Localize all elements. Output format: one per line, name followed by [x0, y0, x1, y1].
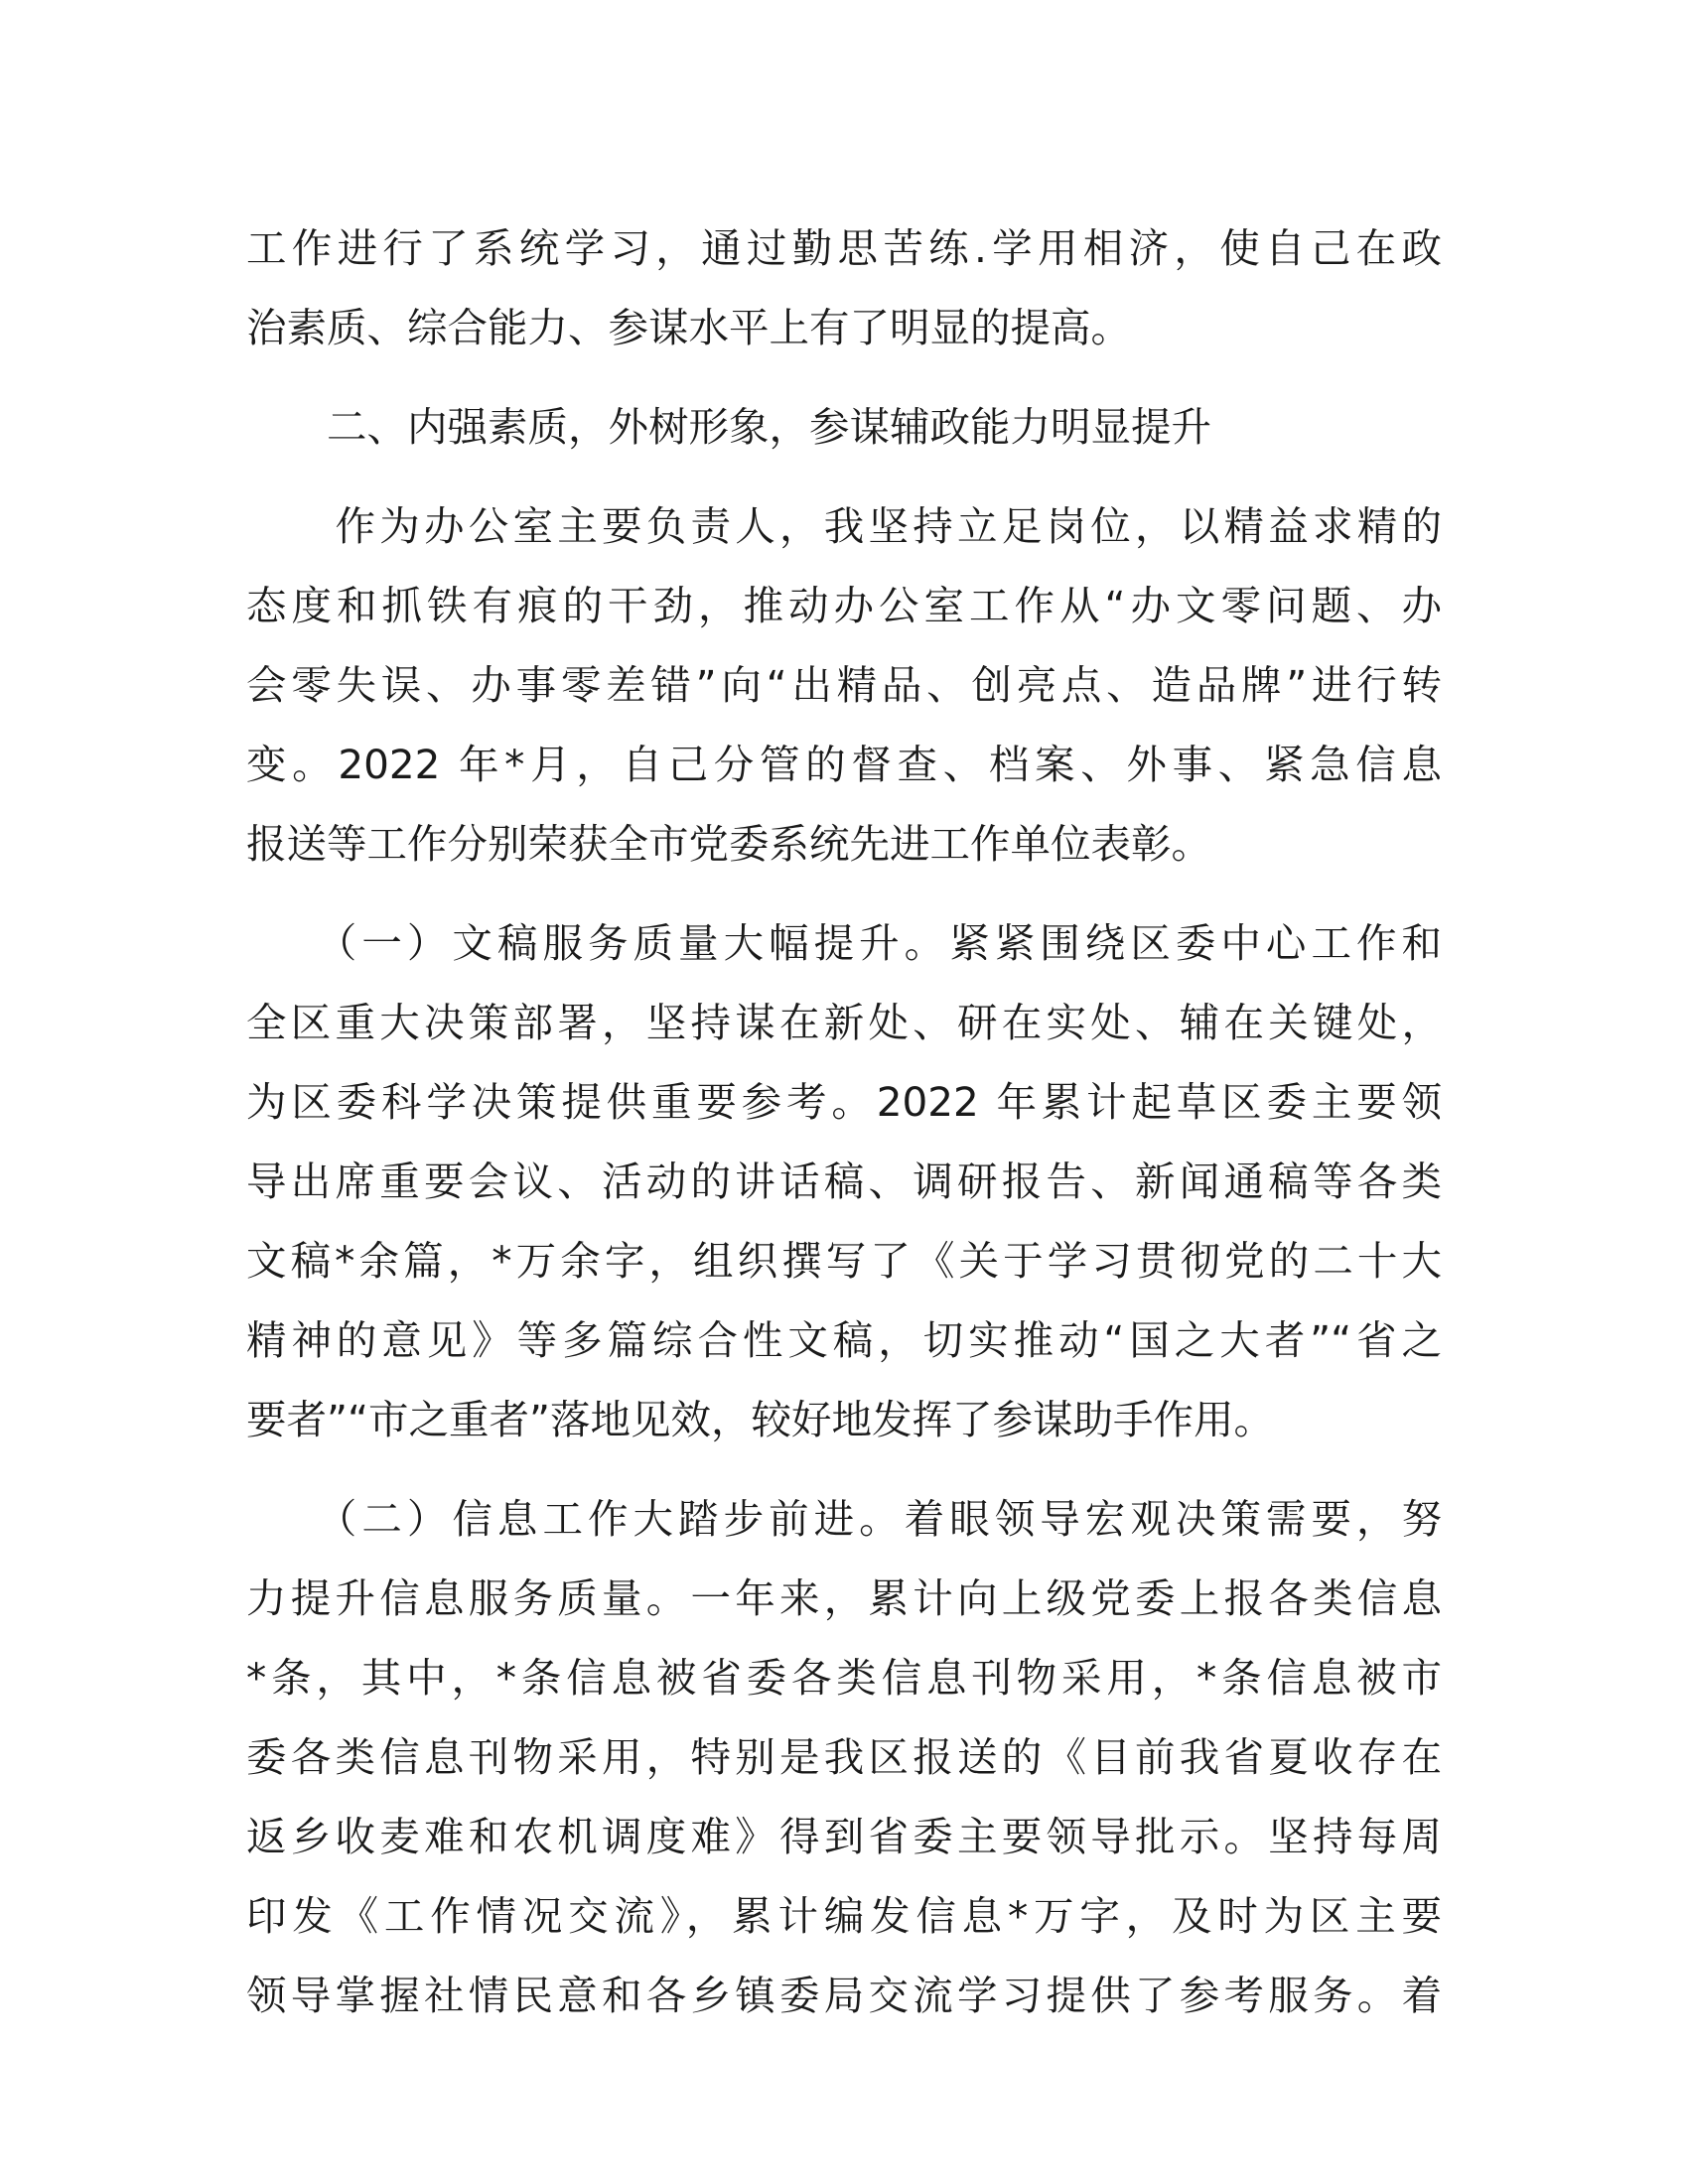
- text-line: 工作进行了系统学习，通过勤思苦练.学用相济，使自己在政: [246, 224, 1442, 272]
- heading-line: 二、内强素质，外树形象，参谋辅政能力明显提升: [246, 403, 1211, 451]
- text-line: 为区委科学决策提供重要参考。2022 年累计起草区委主要领: [246, 1078, 1442, 1126]
- text-line: 报送等工作分别荣获全市党委系统先进工作单位表彰。: [246, 820, 1211, 868]
- section-heading: [246, 387, 1442, 467]
- text-line: 返乡收麦难和农机调度难》得到省委主要领导批示。坚持每周: [246, 1813, 1442, 1860]
- text-line: 力提升信息服务质量。一年来，累计向上级党委上报各类信息: [246, 1574, 1442, 1622]
- paragraph-intro: [246, 486, 1442, 884]
- document-page: [246, 208, 1442, 2035]
- text-line: 精神的意见》等多篇综合性文稿，切实推动“国之大者”“省之: [246, 1316, 1442, 1364]
- text-line: 委各类信息刊物采用，特别是我区报送的《目前我省夏收存在: [246, 1733, 1442, 1781]
- text-line: 领导掌握社情民意和各乡镇委局交流学习提供了参考服务。着: [246, 1972, 1442, 2019]
- text-line: 文稿*余篇，*万余字，组织撰写了《关于学习贯彻党的二十大: [246, 1237, 1442, 1285]
- paragraph-manuscript-service: [246, 903, 1442, 1459]
- text-line: 全区重大决策部署，坚持谋在新处、研在实处、辅在关键处，: [246, 999, 1442, 1046]
- text-line: 印发《工作情况交流》，累计编发信息*万字，及时为区主要: [246, 1892, 1442, 1940]
- text-line: （一）文稿服务质量大幅提升。紧紧围绕区委中心工作和: [246, 919, 1442, 967]
- text-line: 要者”“市之重者”落地见效，较好地发挥了参谋助手作用。: [246, 1396, 1274, 1443]
- text-line: 导出席重要会议、活动的讲话稿、调研报告、新闻通稿等各类: [246, 1158, 1442, 1205]
- text-line: 态度和抓铁有痕的干劲，推动办公室工作从“办文零问题、办: [246, 582, 1442, 629]
- text-line: 作为办公室主要负责人，我坚持立足岗位，以精益求精的: [246, 502, 1442, 550]
- text-line: 治素质、综合能力、参谋水平上有了明显的提高。: [246, 304, 1131, 351]
- text-line: （二）信息工作大踏步前进。着眼领导宏观决策需要，努: [246, 1495, 1442, 1543]
- paragraph-continuation: [246, 208, 1442, 367]
- text-line: *条，其中，*条信息被省委各类信息刊物采用，*条信息被市: [246, 1654, 1442, 1702]
- text-line: 会零失误、办事零差错”向“出精品、创亮点、造品牌”进行转: [246, 661, 1442, 709]
- text-line: 变。2022 年*月，自己分管的督查、档案、外事、紧急信息: [246, 741, 1442, 788]
- paragraph-information-work: [246, 1479, 1442, 2035]
